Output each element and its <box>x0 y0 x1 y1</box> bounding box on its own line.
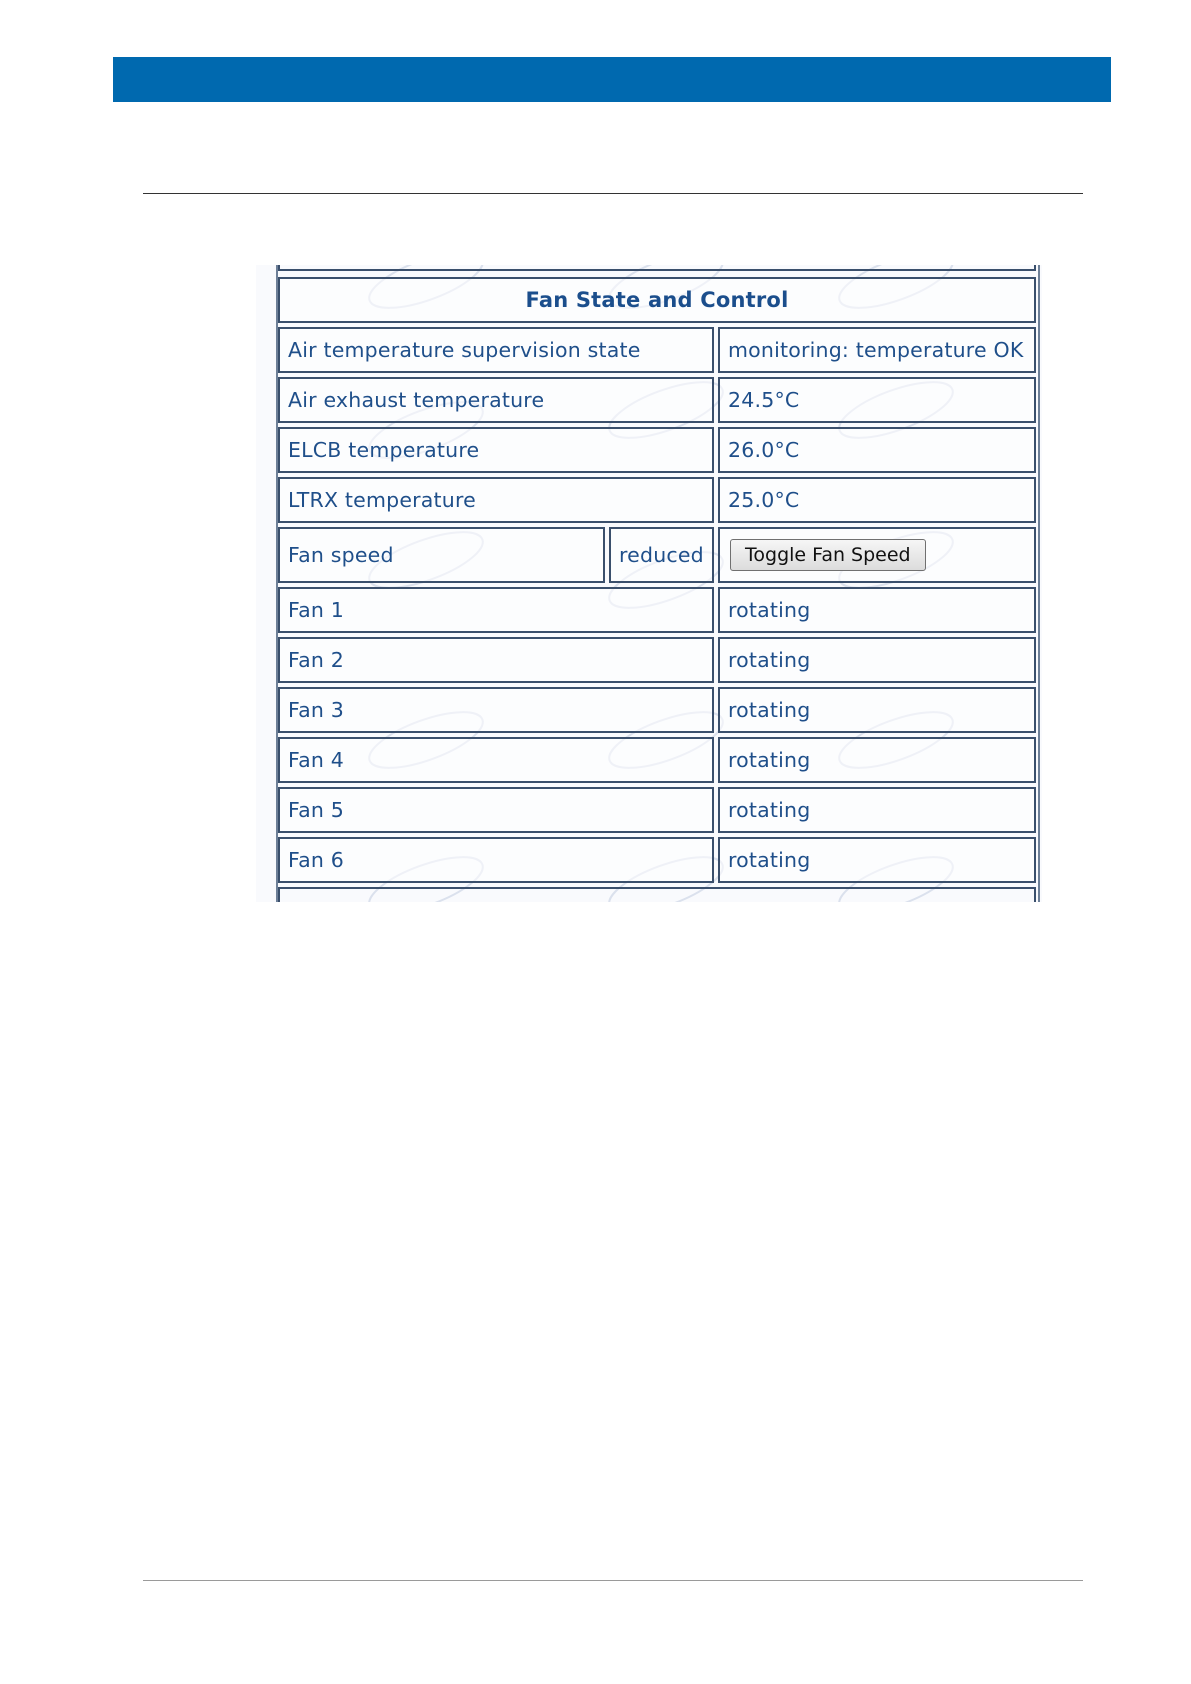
row-value-supervision: monitoring: temperature OK <box>718 327 1036 373</box>
fan-speed-label: Fan speed <box>278 527 605 583</box>
row-label-supervision: Air temperature supervision state <box>278 327 714 373</box>
fan-label: Fan 1 <box>278 587 714 633</box>
fan-speed-state: reduced <box>609 527 714 583</box>
fan-status: rotating <box>718 837 1036 883</box>
fan-label: Fan 3 <box>278 687 714 733</box>
cut-off-row-top <box>278 265 1036 271</box>
fan-label: Fan 5 <box>278 787 714 833</box>
fan-status: rotating <box>718 587 1036 633</box>
fan-status: rotating <box>718 787 1036 833</box>
toggle-fan-speed-button[interactable]: Toggle Fan Speed <box>730 539 926 571</box>
row-value-air-exhaust: 24.5°C <box>718 377 1036 423</box>
fan-speed-control-cell <box>718 527 1036 583</box>
frame-right-edge <box>1038 265 1040 902</box>
fan-status: rotating <box>718 637 1036 683</box>
fan-label: Fan 6 <box>278 837 714 883</box>
row-label-ltrx: LTRX temperature <box>278 477 714 523</box>
row-label-air-exhaust: Air exhaust temperature <box>278 377 714 423</box>
fan-status: rotating <box>718 687 1036 733</box>
header-bar <box>113 57 1111 102</box>
row-value-ltrx: 25.0°C <box>718 477 1036 523</box>
fan-label: Fan 4 <box>278 737 714 783</box>
row-value-elcb: 26.0°C <box>718 427 1036 473</box>
fan-control-screenshot <box>256 265 1042 902</box>
footer-rule <box>143 1580 1083 1581</box>
fan-label: Fan 2 <box>278 637 714 683</box>
fan-status: rotating <box>718 737 1036 783</box>
cut-off-row-bottom <box>278 887 1036 902</box>
panel-title: Fan State and Control <box>278 277 1036 323</box>
top-rule <box>143 193 1083 194</box>
row-label-elcb: ELCB temperature <box>278 427 714 473</box>
